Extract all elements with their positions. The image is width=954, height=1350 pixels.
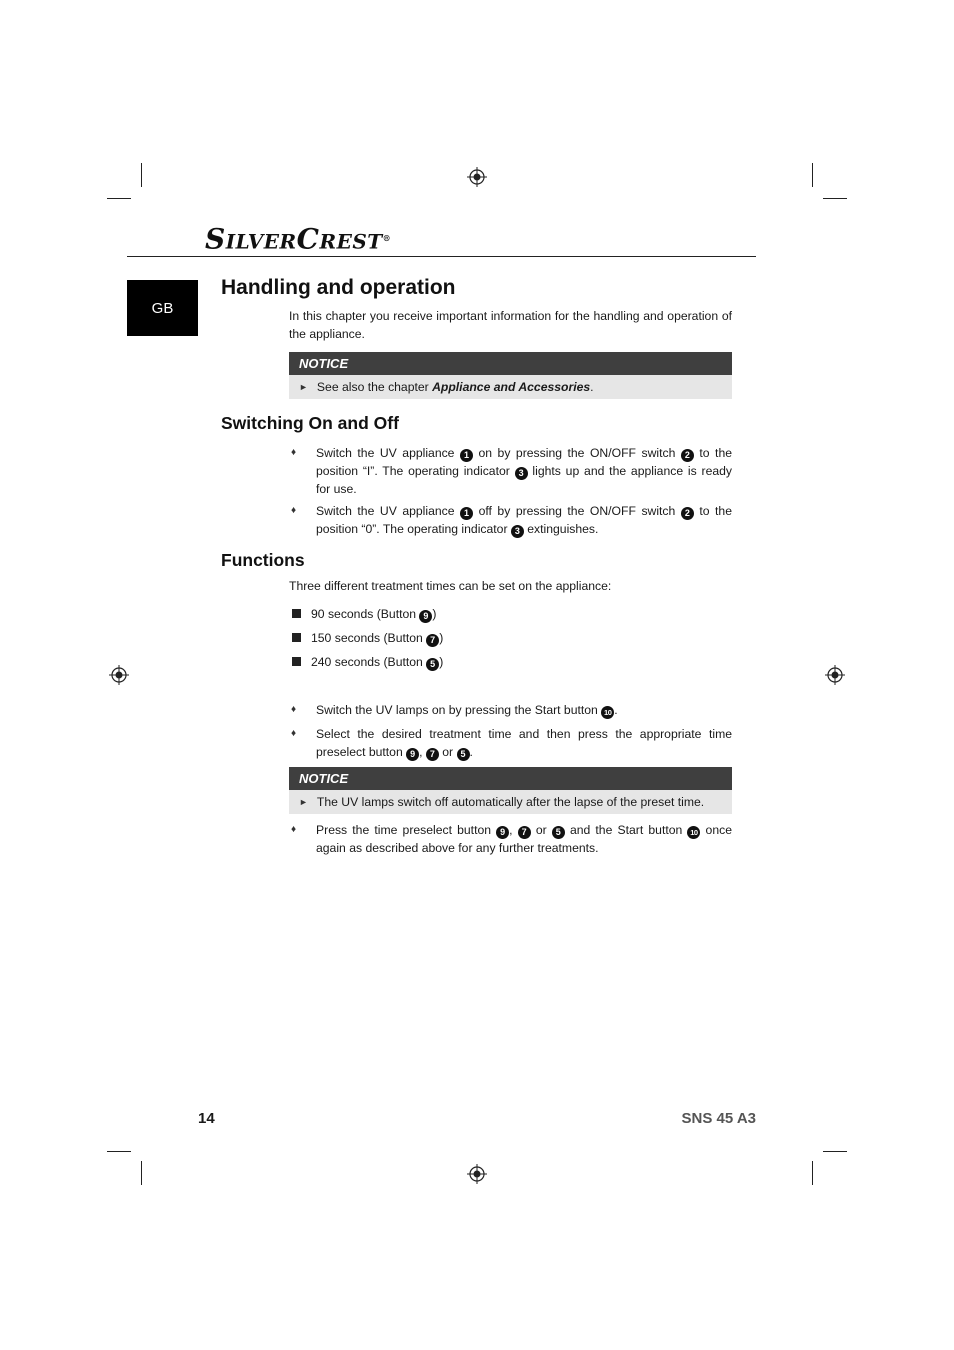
list-item: ♦ Switch the UV appliance 1 on by pressing the ON/OFF switch 2 to the position “I”. The operating indicator 3 lights up and the appliance is ready for use.: [291, 446, 733, 496]
callout-number: 7: [426, 634, 439, 647]
callout-number: 1: [460, 507, 473, 520]
callout-number: 7: [518, 826, 531, 839]
silvercrest-logo: SILVERCREST®: [205, 222, 392, 256]
section-heading-functions: Functions: [221, 550, 305, 570]
square-bullet-icon: [292, 657, 301, 666]
diamond-bullet-icon: ♦: [291, 704, 297, 715]
callout-number: 2: [681, 449, 694, 462]
notice-box: [289, 352, 732, 399]
list-item: ♦ Switch the UV lamps on by pressing the Start button 10 .: [291, 703, 618, 717]
list-item: 90 seconds (Button 9 ): [292, 605, 436, 623]
diamond-bullet-icon: ♦: [291, 824, 297, 835]
list-item: 240 seconds (Button 5 ): [292, 653, 443, 671]
diamond-bullet-icon: ♦: [291, 447, 297, 458]
registration-mark-icon: [467, 167, 487, 187]
notice-heading: NOTICE: [289, 352, 732, 375]
crop-mark: [107, 1151, 131, 1152]
crop-mark: [141, 163, 142, 187]
list-item: ♦ Select the desired treatment time and then press the appropriate time preselect button 9 , 7 or 5 .: [291, 727, 732, 759]
crop-mark: [141, 1161, 142, 1185]
registration-mark-icon: [825, 665, 845, 685]
list-item: ♦ Press the time preselect button 9 , 7 or 5 and the Start button 10 once again as described above for any further treatments.: [291, 823, 732, 855]
language-tab: GB: [127, 280, 198, 336]
list-item: ♦ Switch the UV appliance 1 off by pressing the ON/OFF switch 2 to the position “0”. The operating indicator 3 extinguishes.: [291, 504, 732, 536]
notice-body: [289, 375, 732, 399]
crop-mark: [823, 1151, 847, 1152]
header-divider: [127, 256, 756, 257]
intro-paragraph: In this chapter you receive important information for the handling and operation of the appliance.: [289, 309, 732, 341]
callout-number: 5: [426, 658, 439, 671]
diamond-bullet-icon: ♦: [291, 505, 297, 516]
arrow-right-icon: ►: [299, 382, 308, 392]
page-title: Handling and operation: [221, 276, 456, 299]
notice-box: [289, 767, 732, 814]
callout-number: 3: [511, 525, 524, 538]
callout-number: 9: [419, 610, 432, 623]
notice-text: The UV lamps switch off automatically after the lapse of the preset time.: [316, 795, 705, 809]
crop-mark: [812, 1161, 813, 1185]
callout-number: 2: [681, 507, 694, 520]
callout-number: 9: [406, 748, 419, 761]
square-bullet-icon: [292, 609, 301, 618]
page-number: 14: [198, 1110, 215, 1127]
crop-mark: [823, 198, 847, 199]
functions-intro: Three different treatment times can be set on the appliance:: [289, 579, 612, 593]
crop-mark: [812, 163, 813, 187]
notice-heading: NOTICE: [289, 767, 732, 790]
callout-number: 7: [426, 748, 439, 761]
crop-mark: [107, 198, 131, 199]
list-item: 150 seconds (Button 7 ): [292, 629, 443, 647]
section-heading-switching: Switching On and Off: [221, 413, 399, 433]
arrow-right-icon: ►: [299, 797, 308, 807]
callout-number: 10: [687, 826, 700, 839]
notice-body: [289, 790, 732, 814]
model-number: SNS 45 A3: [681, 1110, 756, 1127]
diamond-bullet-icon: ♦: [291, 728, 297, 739]
callout-number: 5: [552, 826, 565, 839]
callout-number: 10: [601, 706, 614, 719]
callout-number: 1: [460, 449, 473, 462]
callout-number: 5: [457, 748, 470, 761]
notice-text: See also the chapter Appliance and Accessories.: [316, 380, 594, 394]
square-bullet-icon: [292, 633, 301, 642]
callout-number: 3: [515, 467, 528, 480]
registration-mark-icon: [109, 665, 129, 685]
callout-number: 9: [496, 826, 509, 839]
registration-mark-icon: [467, 1164, 487, 1184]
